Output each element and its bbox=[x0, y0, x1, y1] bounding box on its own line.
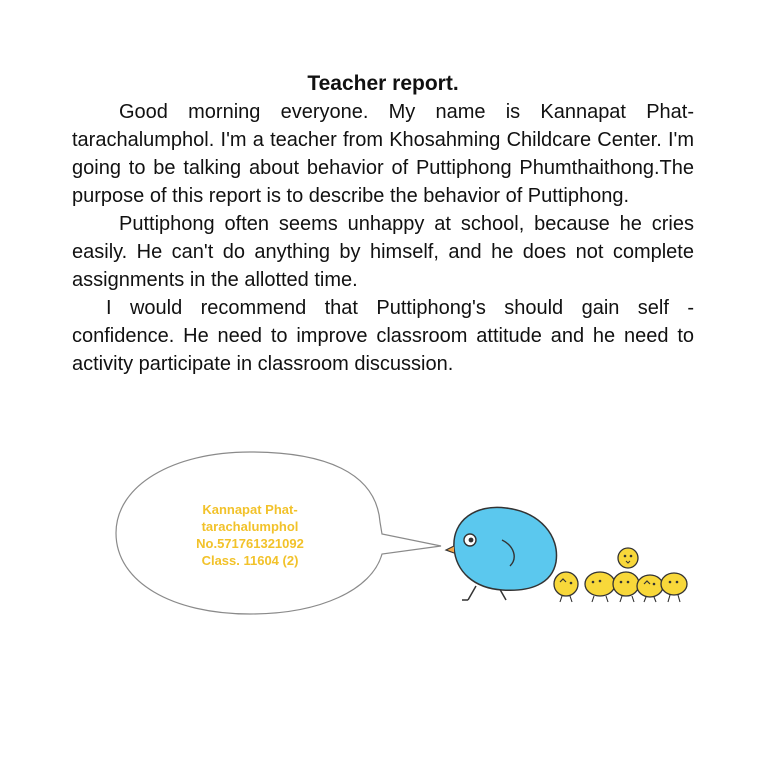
chick-icon bbox=[585, 572, 615, 602]
bubble-text bbox=[162, 501, 338, 569]
speech-bubble bbox=[114, 450, 386, 616]
chick-icon bbox=[554, 572, 578, 602]
chick-icon bbox=[618, 548, 638, 568]
chick-icon bbox=[661, 573, 687, 602]
bubble-line-student-number: No.571761321092 bbox=[196, 536, 304, 551]
bubble-line-name: Kannapat Phat- bbox=[202, 502, 298, 517]
bird-illustration bbox=[440, 500, 700, 610]
report-title: Teacher report. bbox=[307, 72, 459, 95]
bubble-line-class: Class. 11604 (2) bbox=[201, 553, 299, 568]
report-paragraph-intro: Good morning everyone. My name is Kannapat Phat-tarachalumphol. I'm a teacher from Khosahming Childcare Center. I'm going to be talking about behavior of Puttiphong Phumthaithong.The purpose of this report is to describe the behavior of Puttiphong. bbox=[72, 101, 694, 207]
bubble-line-surname: tarachalumphol bbox=[201, 519, 299, 534]
report-paragraph-recommendation: I would recommend that Puttiphong's should gain self - confidence. He need to improve classroom attitude and he need to activity participate in classroom discussion. bbox=[72, 297, 694, 375]
chick-icon bbox=[613, 572, 639, 602]
chick-icon bbox=[637, 575, 663, 602]
report-paragraph-behavior: Puttiphong often seems unhappy at school, because he cries easily. He can't do anything by himself, and he does not complete assignments in the allotted time. bbox=[72, 213, 694, 291]
blue-bird-icon bbox=[446, 507, 557, 600]
teacher-report bbox=[72, 70, 694, 378]
